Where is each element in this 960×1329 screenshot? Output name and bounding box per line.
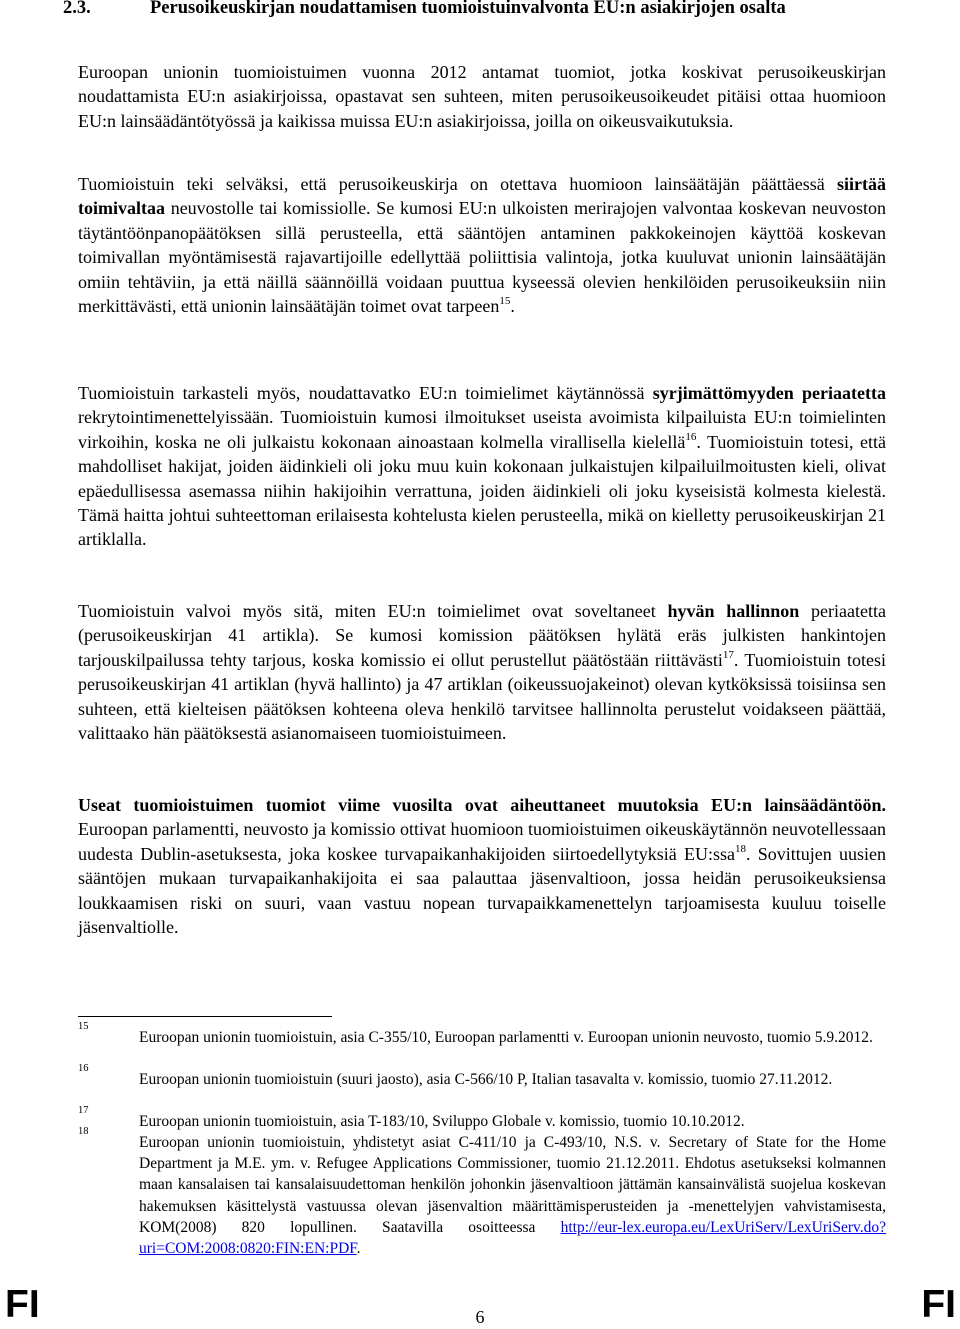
paragraph-3-bold-1: syrjimättömyyden periaatetta	[652, 383, 886, 403]
footnote-16	[78, 1063, 886, 1090]
footnote-18	[78, 1126, 886, 1259]
paragraph-4	[78, 599, 886, 745]
paragraph-2-text-1: Tuomioistuin teki selväksi, että perusoikeuskirja on otettava huomioon lainsäätäjän päättäessä	[78, 174, 837, 194]
paragraph-5-text-1: Euroopan parlamentti, neuvosto ja komissio ottivat huomioon tuomioistuimen oikeuskäytännön neuvotellessaan uudesta Dublin-asetuksesta, joka koskee turvapaikanhakijoiden siirtoedellytyksiä EU:ssa	[78, 819, 886, 864]
paragraph-4-text-1: Tuomioistuin valvoi myös sitä, miten EU:n toimielimet ovat soveltaneet	[78, 601, 668, 621]
paragraph-1: Euroopan unionin tuomioistuimen vuonna 2012 antamat tuomiot, jotka koskivat perusoikeuskirjan noudattamista EU:n asiakirjoissa, opastavat sen suhteen, miten perusoikeusoikeudet pitäisi ottaa huomioon EU:n lainsäädäntötyössä ja kaikissa muissa EU:n asiakirjoissa, joilla on oikeusvaikutuksia.	[78, 62, 886, 131]
footnote-ref-17[interactable]: 17	[722, 648, 734, 661]
paragraph-2-text-2: neuvostolle tai komissiolle. Se kumosi EU:n ulkoisten merirajojen valvontaa koskevan neuvoston täytäntöönpanopäätöksen sillä perusteella, että sääntöjen antaminen pakkokeinojen käyttöä koskevan toimivallan myöntämisestä rajavartijoille edellyttää poliittisia valintoja, jotka kuuluvat unionin lainsäätäjän omiin tehtäviin, ja että näillä säännöillä voidaan puuttua kyseessä olevien henkilöiden perusoikeuksiin niin merkittävästi, että unionin lainsäätäjän toimet ovat tarpeen	[78, 198, 886, 317]
paragraph-3	[78, 381, 886, 552]
paragraph-4-text-3: . Tuomioistuin totesi perusoikeuskirjan 41 artiklan (hyvä hallinto) ja 47 artiklan (oikeussuojakeinot) olevan kytköksissä toisiinsa sen suhteen, että kielteisen päätöksen kohteena oleva henkilö tarvitsee hallinnolta perustelut voidakseen päättää, valittaako hän päätöksestä asianomaiseen tuomioistuimeen.	[78, 649, 886, 744]
paragraph-4-bold-1: hyvän hallinnon	[667, 601, 800, 621]
footer-language-right: FI	[921, 1283, 956, 1326]
paragraph-3-text-3: . Tuomioistuin totesi, että mahdolliset hakijat, joiden äidinkieli oli joku muu kuin kokonaan julkaistujen kilpailuilmoitusten kieli, olivat epäedullisessa asemassa niihin hakijoihin verrattuna, joiden äidinkieli oli joku kyseisistä kolmesta kielestä. Tämä haitta johtui suhteettoman erilaisesta kohtelusta kielen perusteella, mikä on kielletty perusoikeuskirjan 21 artiklalla.	[78, 431, 886, 550]
footnote-15	[78, 1021, 886, 1048]
footnote-number: 17	[78, 1105, 89, 1116]
paragraph-3-text-1: Tuomioistuin tarkasteli myös, noudattavatko EU:n toimielimet käytännössä	[78, 383, 653, 403]
footnote-17	[78, 1105, 886, 1132]
paragraph-2-text-3: .	[510, 296, 515, 317]
paragraph-3-text-2: rekrytointimenettelyissään. Tuomioistuin kumosi ilmoitukset useista avoimista kilpailuista EU:n toimielinten virkoihin, koska ne oli julkaistu kokonaan ainoastaan kolmella virallisella kielellä	[78, 407, 886, 452]
paragraph-5-text-2: . Sovittujen uusien sääntöjen mukaan turvapaikanhakijoita ei saa palauttaa jäsenvaltioon, jossa heidän perusoikeuksiensa loukkaamisen riski on suuri, vaan vastuu nopean turvapaikkamenettelyn tarjoamisesta kuuluu toiselle jäsenvaltiolle.	[78, 843, 886, 938]
paragraph-5	[78, 793, 886, 939]
footnote-18-end: .	[356, 1240, 361, 1258]
footnote-ref-16[interactable]: 16	[685, 430, 697, 443]
footer-language-left: FI	[5, 1283, 40, 1326]
eur-lex-link[interactable]: http://eur-lex.europa.eu/LexUriServ/LexUriServ.do?uri=COM:2008:0820:FIN:EN:PDF	[139, 1218, 886, 1258]
page-number: 6	[475, 1307, 485, 1327]
footnote-text: Euroopan unionin tuomioistuin, asia T-183/10, Sviluppo Globale v. komissio, tuomio 10.10.2012.	[139, 1113, 745, 1130]
footnote-18-text: Euroopan unionin tuomioistuin, yhdistetyt asiat C-411/10 ja C-493/10, N.S. v. Secretary of State for the Home Department ja M.E. ym. v. Refugee Applications Commissioner, tuomio 21.12.2011. Ehdotus asetukseksi kolmannen maan kansalaisen tai kansalaisuudettoman henkilön johonkin jäsenvaltioon jättämän kansainvälistä suojelua koskevan hakemuksen käsittelystä vastuussa olevan jäsenvaltion määrittämisperusteiden ja -menettelyjen vahvistamisesta, KOM(2008) 820 lopullinen. Saatavilla osoitteessa	[139, 1134, 886, 1236]
footnote-text	[139, 1132, 886, 1259]
footnote-ref-18[interactable]: 18	[734, 842, 746, 855]
footnote-text: Euroopan unionin tuomioistuin (suuri jaosto), asia C-566/10 P, Italian tasavalta v. komissio, tuomio 27.11.2012.	[139, 1071, 833, 1088]
footnote-number: 15	[78, 1021, 89, 1032]
paragraph-2-bold-1: siirtää toimivaltaa	[78, 174, 886, 219]
section-heading	[63, 0, 886, 21]
paragraph-2	[78, 172, 886, 318]
footnote-number: 18	[78, 1126, 89, 1137]
section-title: Perusoikeuskirjan noudattamisen tuomioistuinvalvonta EU:n asiakirjojen osalta	[150, 0, 786, 18]
footnote-ref-15[interactable]: 15	[499, 295, 511, 308]
paragraph-4-text-2: periaatetta (perusoikeuskirjan 41 artikla). Se kumosi komission päätöksen hylätä eräs julkisten hankintojen tarjouskilpailussa tehty tarjous, koska komissio ei ollut perustellut päätöstään riittävästi	[78, 601, 886, 670]
footnote-text: Euroopan unionin tuomioistuin, asia C-355/10, Euroopan parlamentti v. Euroopan unionin neuvosto, tuomio 5.9.2012.	[139, 1029, 873, 1046]
footnote-separator	[78, 1016, 332, 1017]
paragraph-5-bold-1: Useat tuomioistuimen tuomiot viime vuosilta ovat aiheuttaneet muutoksia EU:n lainsäädäntöön.	[78, 795, 886, 815]
section-number: 2.3.	[63, 0, 91, 18]
footnote-number: 16	[78, 1063, 89, 1074]
